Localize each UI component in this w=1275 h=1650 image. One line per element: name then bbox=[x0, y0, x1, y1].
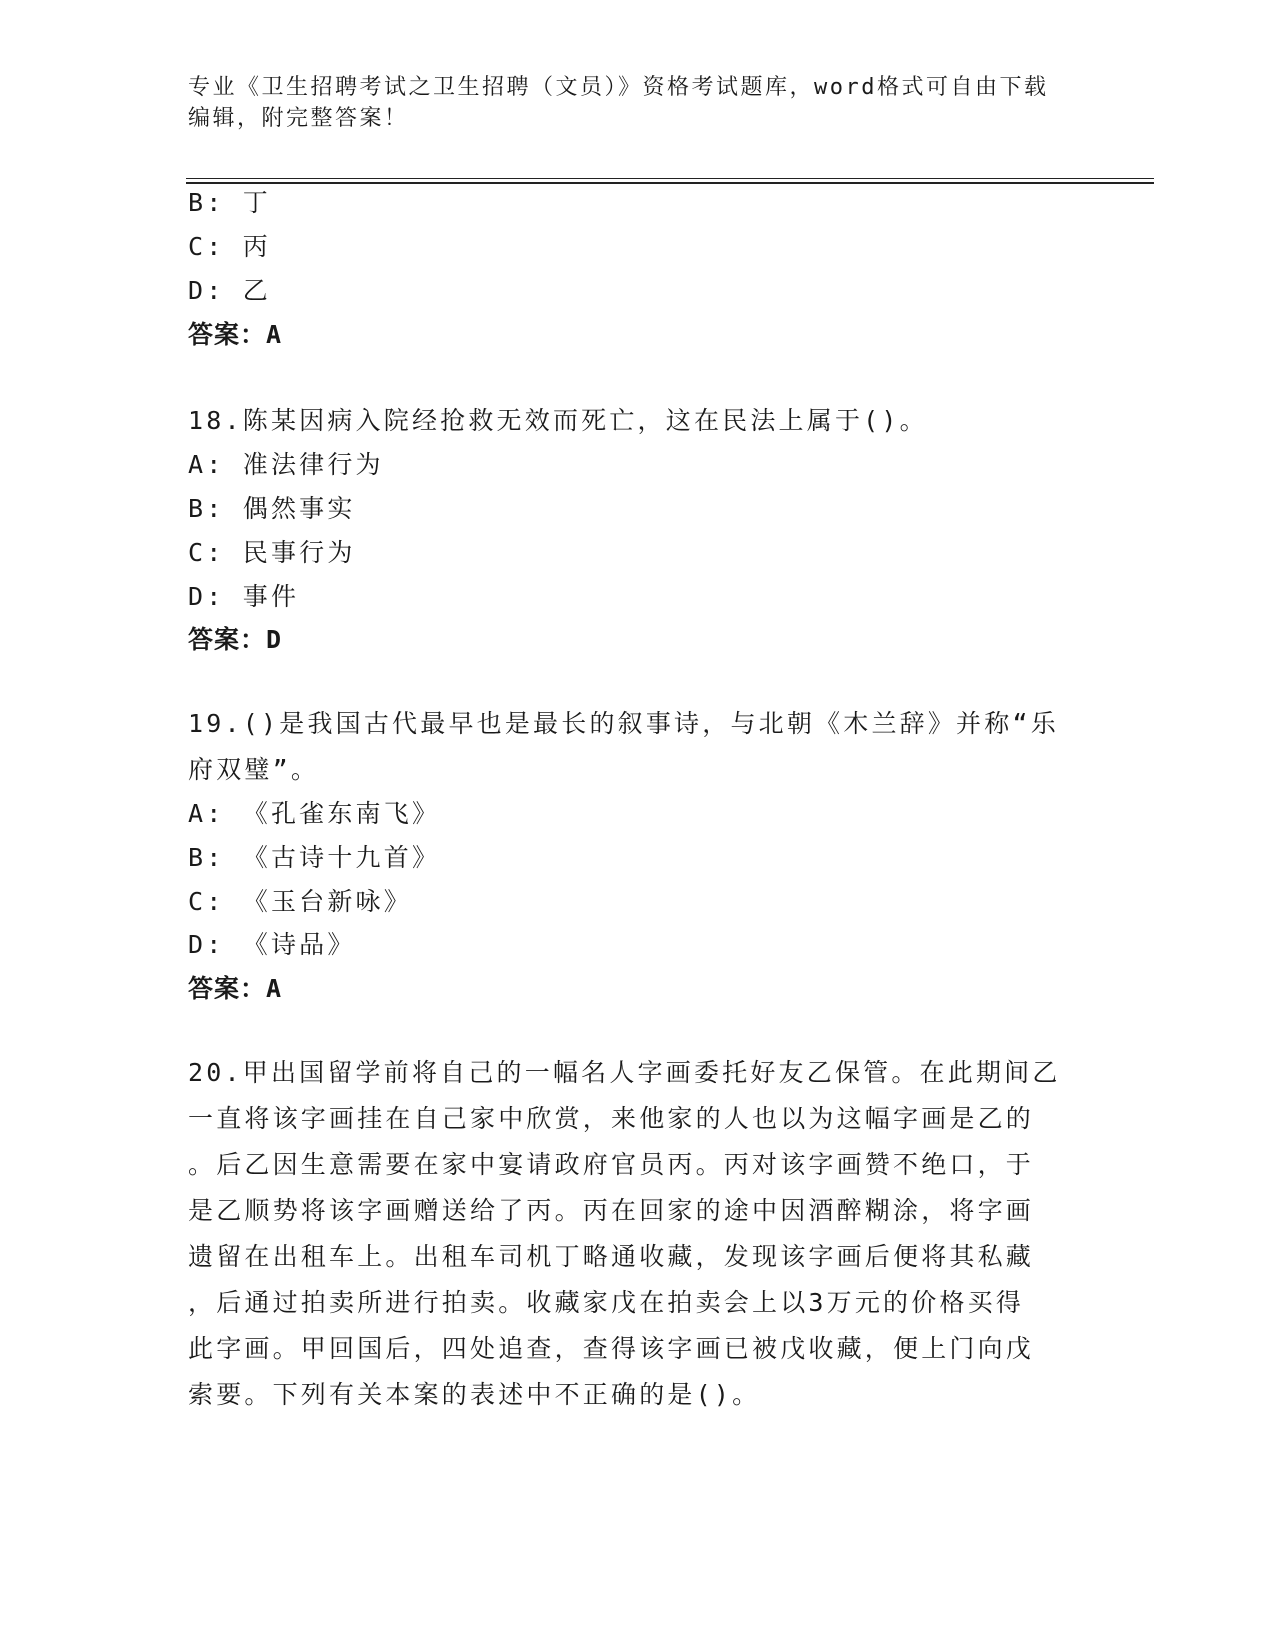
q19-question-line: 府双璧”。 bbox=[188, 755, 320, 784]
header-line-1: 专业《卫生招聘考试之卫生招聘（文员）》资格考试题库，word格式可自由下载 bbox=[188, 75, 1049, 100]
q18-option-a: A: 准法律行为 bbox=[188, 450, 384, 479]
q19-option-d: D: 《诗品》 bbox=[188, 930, 356, 959]
q20-question-line: 此字画。甲回国后，四处追查，查得该字画已被戊收藏，便上门向戊 bbox=[188, 1334, 1035, 1363]
q17-answer: 答案：A bbox=[188, 320, 283, 349]
q20-question-line: 。后乙因生意需要在家中宴请政府官员丙。丙对该字画赞不绝口，于 bbox=[188, 1150, 1035, 1179]
header-divider-thin bbox=[186, 178, 1154, 179]
q19-question bbox=[188, 701, 1088, 793]
q19-question-line: 19.()是我国古代最早也是最长的叙事诗，与北朝《木兰辞》并称“乐 bbox=[188, 709, 1059, 738]
q20-question-line: 遗留在出租车上。出租车司机丁略通收藏，发现该字画后便将其私藏 bbox=[188, 1242, 1035, 1271]
header-line-2: 编辑，附完整答案！ bbox=[188, 106, 409, 131]
document-header bbox=[188, 72, 1068, 134]
q18-option-b: B: 偶然事实 bbox=[188, 494, 356, 523]
q17-option-b: B: 丁 bbox=[188, 188, 271, 217]
q20-question-line: 20.甲出国留学前将自己的一幅名人字画委托好友乙保管。在此期间乙 bbox=[188, 1058, 1061, 1087]
q19-option-b: B: 《古诗十九首》 bbox=[188, 843, 441, 872]
q18-answer: 答案：D bbox=[188, 625, 283, 654]
header-divider-thick bbox=[186, 182, 1154, 184]
q20-question bbox=[188, 1050, 1088, 1418]
q18-option-c: C: 民事行为 bbox=[188, 538, 356, 567]
q19-option-a: A: 《孔雀东南飞》 bbox=[188, 799, 441, 828]
q18-option-d: D: 事件 bbox=[188, 582, 300, 611]
q20-question-line: ，后通过拍卖所进行拍卖。收藏家戊在拍卖会上以3万元的价格买得 bbox=[188, 1288, 1025, 1317]
q20-question-line: 一直将该字画挂在自己家中欣赏，来他家的人也以为这幅字画是乙的 bbox=[188, 1104, 1035, 1133]
q20-question-line: 索要。下列有关本案的表述中不正确的是()。 bbox=[188, 1380, 761, 1409]
q17-option-d: D: 乙 bbox=[188, 276, 271, 305]
q17-option-c: C: 丙 bbox=[188, 232, 271, 261]
q20-question-line: 是乙顺势将该字画赠送给了丙。丙在回家的途中因酒醉糊涂，将字画 bbox=[188, 1196, 1035, 1225]
q19-option-c: C: 《玉台新咏》 bbox=[188, 887, 412, 916]
q18-question: 18.陈某因病入院经抢救无效而死亡，这在民法上属于()。 bbox=[188, 406, 928, 435]
q19-answer: 答案：A bbox=[188, 974, 283, 1003]
